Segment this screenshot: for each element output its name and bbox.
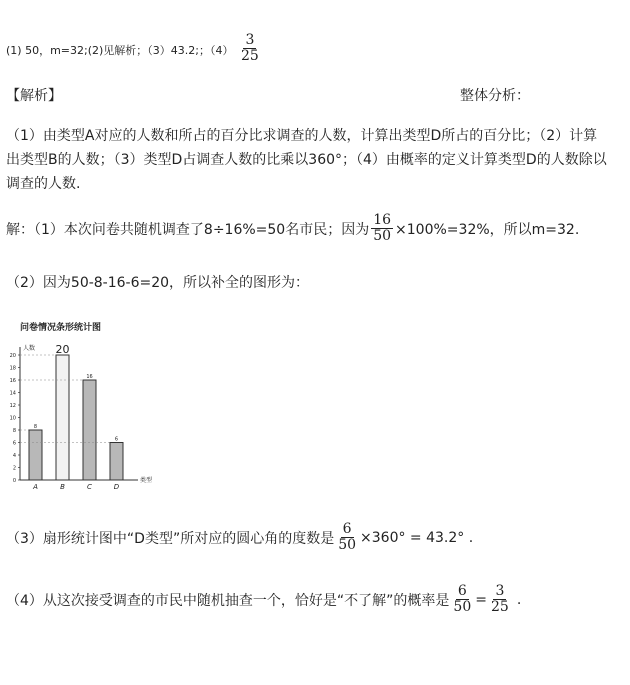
bar-c — [83, 380, 96, 480]
solution-2: （2）因为50-8-16-6=20，所以补全的图形为： — [6, 275, 310, 291]
y-tick-label: 2 — [12, 465, 16, 472]
solution-4-frac1-den: 50 — [453, 599, 472, 616]
answer-frac-den: 25 — [241, 48, 259, 65]
y-tick-label: 14 — [9, 390, 16, 397]
solution-4-fraction-2 — [489, 584, 511, 616]
data-label-c: 16 — [86, 374, 93, 380]
overall-analysis-label: 整体分析： — [460, 88, 530, 104]
solution-1-frac-num: 16 — [373, 212, 392, 228]
solution-1-fraction — [371, 213, 393, 245]
x-tick-label-d: D — [113, 483, 120, 491]
data-label-d: 6 — [114, 436, 119, 443]
jiexi-label: 【解析】 — [6, 88, 62, 104]
x-tick-label-c: C — [87, 483, 92, 491]
y-tick-label: 16 — [9, 378, 16, 384]
solution-1 — [6, 213, 579, 245]
y-tick-label: 12 — [9, 403, 16, 409]
data-label-a: 8 — [33, 424, 38, 430]
y-tick-label: 4 — [12, 453, 16, 459]
solution-4-frac2-den: 25 — [490, 599, 509, 616]
solution-3-frac-num: 6 — [342, 521, 352, 537]
solution-4-frac1-num: 6 — [457, 583, 467, 599]
solution-3 — [6, 522, 473, 554]
y-tick-label: 18 — [9, 365, 16, 372]
y-tick-label: 0 — [12, 478, 16, 484]
solution-3-pre: （3）扇形统计图中“D类型”所对应的圆心角的度数是 — [6, 530, 335, 547]
bar-chart — [0, 310, 180, 500]
solution-4-pre: （4）从这次接受调查的市民中随机抽查一个，恰好是“不了解”的概率是 — [6, 592, 450, 609]
chart-title: 问卷情况条形统计图 — [20, 323, 102, 333]
y-tick-label: 10 — [9, 415, 16, 422]
y-tick-label: 6 — [12, 440, 16, 447]
answer-text: (1) 50，m=32;(2)见解析；（3）43.2;；（4） — [6, 43, 234, 57]
solution-1-pre: 解：（1）本次问卷共随机调查了8÷16%=50名市民；因为 — [6, 221, 370, 238]
solution-3-frac-den: 50 — [338, 537, 357, 554]
analysis-paragraph: （1）由类型A对应的人数和所占的百分比求调查的人数，计算出类型D所占的百分比；（2）计算出类型B的人数；（3）类型D占调查人数的比乘以360°；（4）由概率的定义计算类型D的人数除以调查的人数. — [6, 128, 607, 192]
solution-1-frac-den: 50 — [373, 228, 392, 245]
answer-line — [6, 32, 263, 67]
solution-1-post: ×100%=32%，所以m=32. — [395, 221, 580, 238]
y-tick-label: 20 — [9, 353, 16, 359]
x-tick-label-a: A — [33, 483, 38, 491]
y-tick-label: 8 — [12, 428, 16, 434]
solution-3-fraction — [336, 522, 358, 554]
bar-d — [110, 443, 123, 481]
solution-4 — [6, 584, 521, 616]
data-label-b: 20 — [55, 343, 70, 356]
solution-4-frac2-num: 3 — [495, 583, 505, 599]
bar-a — [29, 430, 42, 480]
x-tick-label-b: B — [60, 483, 65, 491]
answer-frac-num: 3 — [245, 32, 255, 48]
x-axis-label: 类型 — [140, 477, 153, 484]
solution-4-post: . — [516, 591, 522, 608]
y-axis-label: 人数 — [23, 345, 36, 352]
bar-b — [56, 355, 69, 480]
solution-4-eq: = — [475, 591, 487, 608]
answer-fraction — [239, 33, 261, 65]
solution-3-post: ×360° = 43.2° . — [360, 529, 474, 546]
solution-4-fraction-1 — [451, 584, 473, 616]
